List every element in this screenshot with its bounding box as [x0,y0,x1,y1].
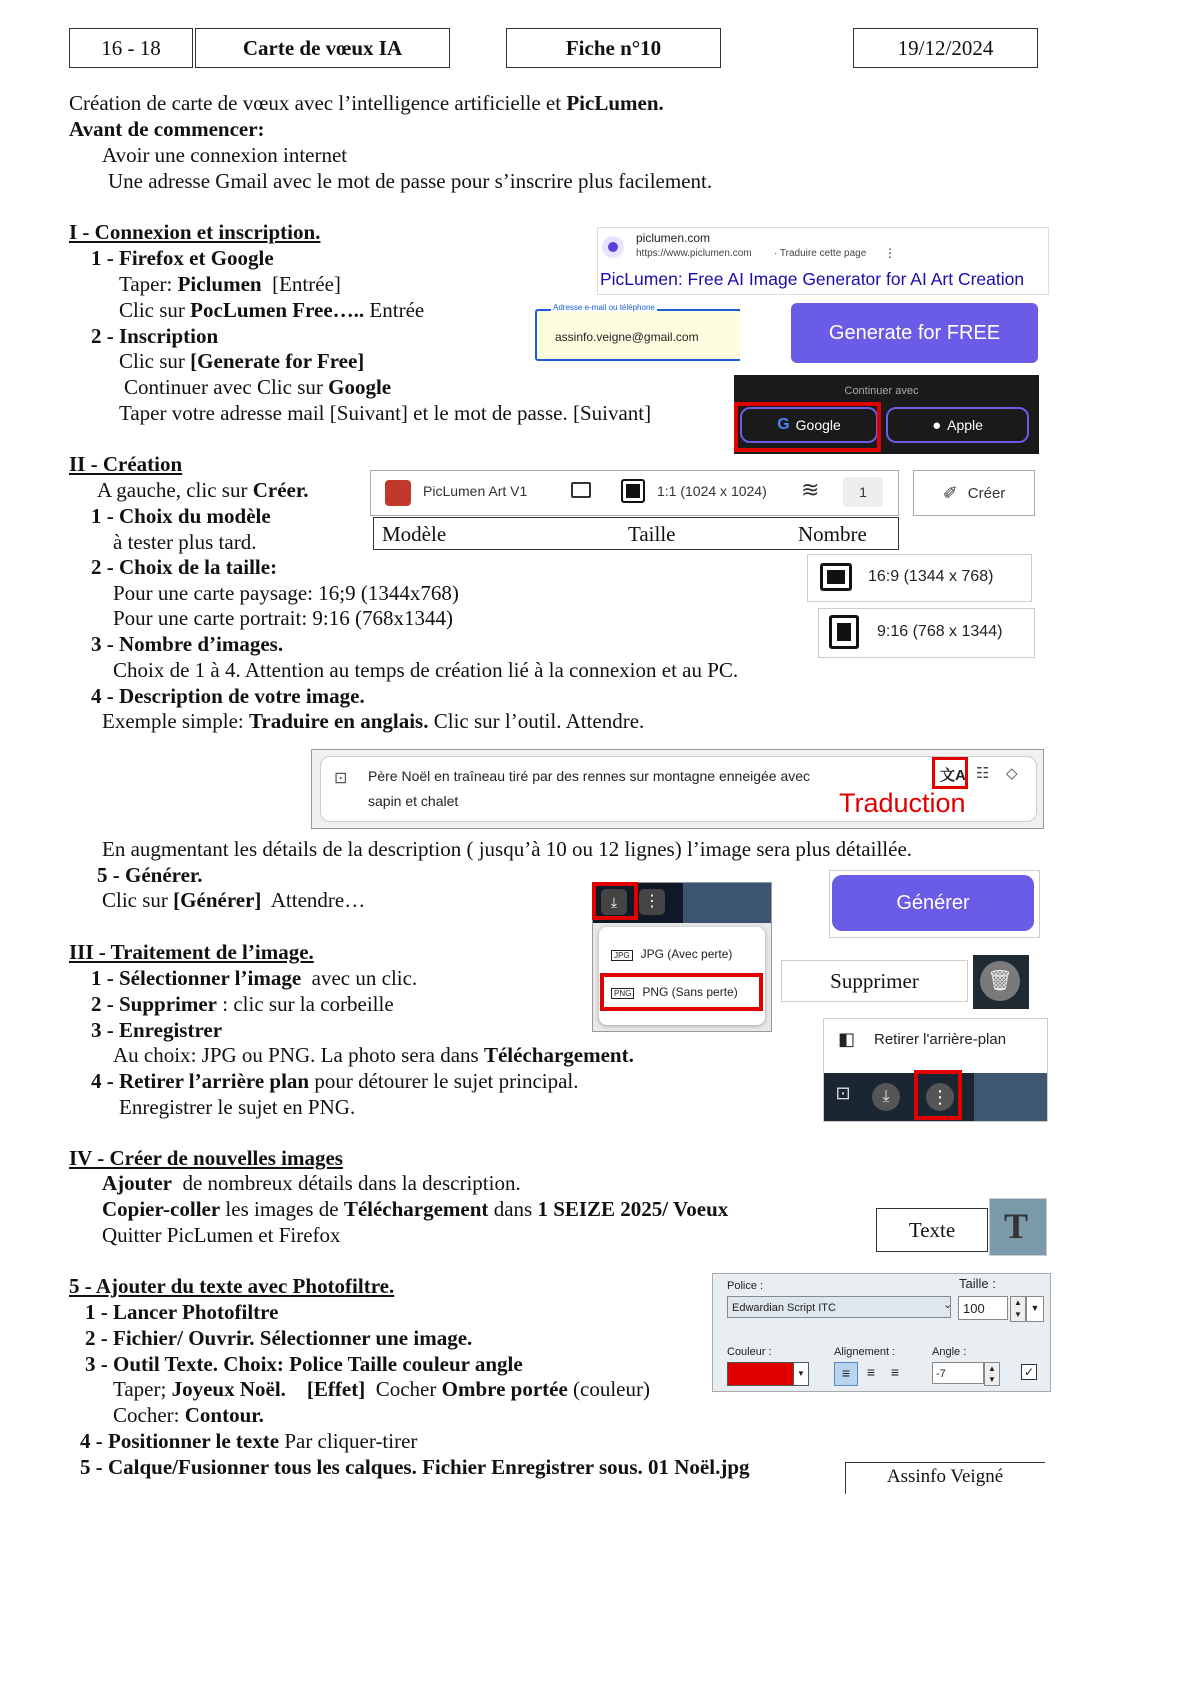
jpg-option[interactable]: JPG JPG (Avec perte) [611,947,732,961]
s2-sub5: 5 - Générer. [97,863,203,887]
piclumen-logo-icon [602,236,624,258]
search-title-link[interactable]: PicLumen: Free AI Image Generator for AI Art Creation [600,269,1025,289]
police-label: Police : [727,1280,764,1292]
translate-link[interactable]: · Traduire cette page [774,248,867,259]
taille-label: Taille : [959,1276,996,1291]
landscape-icon [820,563,852,591]
s1-line1: Taper: Piclumen [Entrée] [119,272,341,296]
trash-screenshot [973,955,1029,1009]
angle-input[interactable]: -7 [932,1362,984,1384]
angle-label: Angle : [932,1346,967,1358]
section-5-title: 5 - Ajouter du texte avec Photofiltre. [69,1274,395,1298]
s2-sub4: 4 - Description de votre image. [91,684,365,708]
download-highlight [592,882,638,920]
download-icon[interactable]: ⤓ [601,889,627,915]
couleur-label: Couleur : [727,1346,772,1358]
eraser-icon[interactable]: ◇ [1006,765,1018,782]
translate-icon[interactable]: 文A [940,767,966,784]
color-swatch[interactable] [727,1362,795,1386]
s3-line1: Au choix: JPG ou PNG. La photo sera dans Téléchargement. [113,1043,634,1067]
s2-sub2: 2 - Choix de la taille: [91,555,278,579]
png-highlight [600,973,763,1011]
apple-icon: ● [932,416,942,434]
checkbox[interactable]: ✓ [1021,1364,1037,1380]
section-3-title: III - Traitement de l’image. [69,940,314,964]
ratio-landscape-option[interactable]: 16:9 (1344 x 768) [807,554,1032,602]
search-url: https://www.piclumen.com [636,248,752,259]
email-label: Adresse e-mail ou téléphone [553,303,655,312]
section-1-title: I - Connexion et inscription. [69,220,321,244]
more-icon[interactable]: ⋮ [884,246,896,260]
more-highlight [914,1070,962,1120]
s4-line2: Copier-coller les images de Téléchargement dans 1 SEIZE 2025/ Voeux [102,1197,729,1221]
create-icon: ✐ [942,482,958,503]
prompt-text-1: Père Noël en traîneau tiré par des rennes sur montagne enneigée avec [368,768,811,784]
google-button[interactable]: G Google [740,407,878,443]
align-left-icon[interactable]: ≡ [834,1362,858,1386]
angle-stepper[interactable]: ▲ ▼ [984,1362,1000,1386]
translation-label: Traduction [839,788,966,818]
s2-line6: Exemple simple: Traduire en anglais. Clic sur l’outil. Attendre. [102,709,645,733]
photofiltre-text-screenshot [712,1273,1051,1392]
color-dropdown-icon[interactable]: ▼ [793,1362,809,1386]
header-date: 19/12/2024 [853,28,1038,68]
s4-line3: Quitter PicLumen et Firefox [102,1223,341,1247]
intro-line: Création de carte de vœux avec l’intelligence artificielle et PicLumen. [69,91,664,115]
align-right-icon[interactable]: ≡ [890,1364,900,1380]
chevron-down-icon[interactable]: ⌄ [943,1299,953,1311]
more-icon[interactable]: ⋮ [926,1083,954,1111]
s5-sub3: 3 - Outil Texte. Choix: Police Taille couleur angle [85,1352,523,1376]
legend-model: Modèle [382,522,447,546]
header-level: 16 - 18 [69,28,193,68]
taille-input[interactable]: 100 [958,1296,1008,1320]
png-option[interactable]: PNG PNG (Sans perte) [611,985,738,999]
png-icon: PNG [611,988,634,999]
alignement-label: Alignement : [834,1346,896,1358]
continue-label: Continuer avec [844,385,919,397]
s5-sub4: 4 - Positionner le texte Par cliquer-tirer [80,1429,418,1453]
taille-dropdown-icon[interactable]: ▼ [1026,1296,1044,1322]
s1-line3: Clic sur [Generate for Free] [119,349,365,373]
s2-line1: A gauche, clic sur Créer. [97,478,309,502]
email-value: assinfo.veigne@gmail.com [555,330,699,344]
s2-line4: Pour une carte portrait: 9:16 (768x1344) [113,606,453,630]
layers-icon: ≋ [801,477,820,502]
s2-line8: Clic sur [Générer] Attendre… [102,888,366,912]
police-select[interactable]: Edwardian Script ITC [727,1296,951,1318]
intro-req1: Avoir une connexion internet [102,143,348,167]
search-domain: piclumen.com [636,231,711,245]
s3-line2: Enregistrer le sujet en PNG. [119,1095,356,1119]
s1-line5: Taper votre adresse mail [Suivant] et le mot de passe. [Suivant] [119,401,652,425]
enhance-icon[interactable]: ☷ [976,765,990,782]
s2-line2: à tester plus tard. [113,530,257,554]
s3-sub4: 4 - Retirer l’arrière plan pour détourer le sujet principal. [91,1069,579,1093]
image-thumbnail [974,1073,1047,1121]
image-thumbnail [683,883,771,923]
s2-sub3: 3 - Nombre d’images. [91,632,284,656]
generer-button[interactable]: Générer [832,875,1034,931]
model-selector[interactable]: PicLumen Art V1 [423,483,528,499]
search-result-screenshot [597,227,1049,295]
translate-highlight [932,757,968,789]
s1-sub2: 2 - Inscription [91,324,219,348]
google-highlight [734,402,881,452]
trash-icon[interactable]: 🗑 [980,961,1020,1001]
s1-sub1: 1 - Firefox et Google [91,246,274,270]
intro-req2: Une adresse Gmail avec le mot de passe pour s’inscrire plus facilement. [108,169,713,193]
aspect-icon[interactable] [571,482,591,498]
section-2-title: II - Création [69,452,183,476]
model-toolbar-screenshot [370,470,899,516]
intro-before: Avant de commencer: [69,117,265,141]
remove-bg-icon: ◧ [838,1029,856,1049]
s2-line7: En augmentant les détails de la description ( jusqu’à 10 ou 12 lignes) l’image sera plus détaillée. [102,837,913,861]
apple-button[interactable]: ● Apple [886,407,1029,443]
model-thumbnail-icon [385,480,411,506]
email-screenshot [535,299,740,365]
generer-screenshot [829,870,1040,938]
more-icon[interactable]: ⋮ [639,889,665,915]
portrait-icon [829,615,859,649]
s2-line3: Pour une carte paysage: 16;9 (1344x768) [113,581,459,605]
s4-line1: Ajouter de nombreux détails dans la description. [102,1171,521,1195]
s1-line4: Continuer avec Clic sur Google [124,375,392,399]
taille-stepper[interactable]: ▲ ▼ [1010,1296,1026,1322]
align-center-icon[interactable]: ≡ [866,1364,876,1380]
create-button[interactable]: ✐ Créer [913,470,1035,516]
s3-sub2: 2 - Supprimer : clic sur la corbeille [91,992,394,1016]
ratio-portrait-option[interactable]: 9:16 (768 x 1344) [818,608,1035,658]
prompt-text-2: sapin et chalet [368,793,459,809]
jpg-icon: JPG [611,950,633,961]
footer-author: Assinfo Veigné [886,1466,1004,1487]
s5-sub2: 2 - Fichier/ Ouvrir. Sélectionner une image. [85,1326,473,1350]
legend-count: Nombre [798,522,867,546]
text-tool-icon[interactable]: T [989,1198,1047,1256]
image-add-icon[interactable]: ⊡ [334,770,348,787]
square-ratio-icon [621,479,645,503]
s2-sub1: 1 - Choix du modèle [91,504,271,528]
supprimer-label: Supprimer [781,960,968,1002]
s5-line1: Taper; Joyeux Noël. [Effet] Cocher Ombre portée (couleur) [113,1377,650,1401]
download-icon[interactable]: ⤓ [872,1083,900,1111]
count-selector[interactable]: 1 [843,477,883,507]
legend-size: Taille [628,522,676,546]
s5-line2: Cocher: Contour. [113,1403,264,1427]
remove-bg-option[interactable]: Retirer l'arrière-plan [874,1031,1007,1048]
header-sheet: Fiche n°10 [506,28,721,68]
generate-free-button[interactable]: Generate for FREE [791,303,1038,363]
toolbar-legend [373,517,899,550]
s5-sub5: 5 - Calque/Fusionner tous les calques. Fichier Enregistrer sous. 01 Noël.jpg [80,1455,750,1479]
s5-sub1: 1 - Lancer Photofiltre [85,1300,279,1324]
size-selector[interactable]: 1:1 (1024 x 1024) [657,483,767,499]
texte-label: Texte [876,1208,988,1252]
s3-sub3: 3 - Enregistrer [91,1018,223,1042]
bookmark-icon[interactable]: ⊡ [835,1083,851,1103]
google-icon: G [777,416,790,433]
s3-sub1: 1 - Sélectionner l’image avec un clic. [91,966,418,990]
section-4-title: IV - Créer de nouvelles images [69,1146,343,1170]
s1-line2: Clic sur PocLumen Free….. Entrée [119,298,425,322]
s2-line5: Choix de 1 à 4. Attention au temps de création lié à la connexion et au PC. [113,658,739,682]
header-title: Carte de vœux IA [195,28,450,68]
